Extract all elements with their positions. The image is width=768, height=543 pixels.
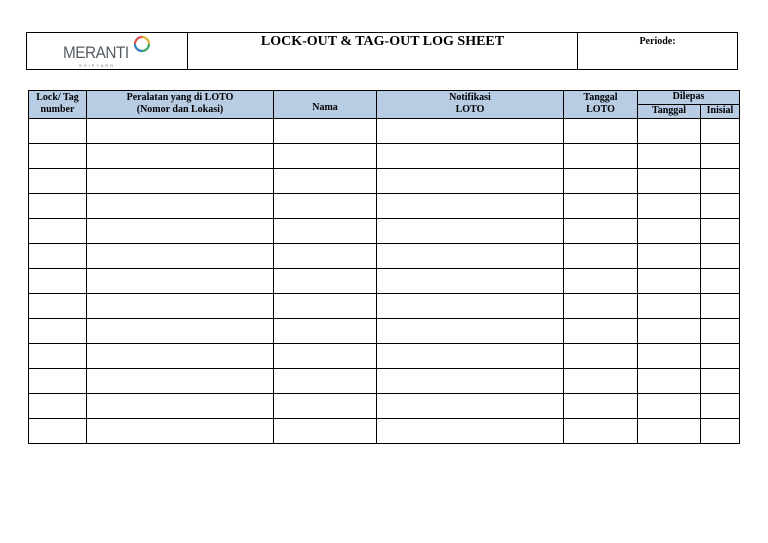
table-cell[interactable] <box>29 269 87 294</box>
header-line: Peralatan yang di LOTO <box>126 92 234 103</box>
table-cell[interactable] <box>29 419 87 444</box>
table-cell[interactable] <box>701 219 740 244</box>
table-cell[interactable] <box>638 119 701 144</box>
table-cell[interactable] <box>29 369 87 394</box>
table-cell[interactable] <box>564 394 638 419</box>
table-cell[interactable] <box>564 144 638 169</box>
table-cell[interactable] <box>377 144 564 169</box>
table-cell[interactable] <box>377 244 564 269</box>
table-cell[interactable] <box>274 269 377 294</box>
table-cell[interactable] <box>87 419 274 444</box>
table-cell[interactable] <box>87 319 274 344</box>
header-line: Lock/ Tag <box>36 92 79 103</box>
column-header-nama <box>274 91 377 119</box>
periode-label: Periode: <box>639 36 676 47</box>
company-logo-subtext: SHIPYARD <box>79 63 116 68</box>
table-cell[interactable] <box>87 294 274 319</box>
table-row <box>29 344 740 369</box>
table-cell[interactable] <box>701 369 740 394</box>
table-cell[interactable] <box>564 319 638 344</box>
header-line: LOTO <box>586 104 615 115</box>
table-cell[interactable] <box>701 344 740 369</box>
table-cell[interactable] <box>701 194 740 219</box>
table-cell[interactable] <box>564 169 638 194</box>
table-cell[interactable] <box>29 144 87 169</box>
table-cell[interactable] <box>377 219 564 244</box>
table-cell[interactable] <box>701 294 740 319</box>
table-cell[interactable] <box>638 144 701 169</box>
table-cell[interactable] <box>638 219 701 244</box>
table-cell[interactable] <box>29 294 87 319</box>
table-row <box>29 119 740 144</box>
column-group-dilepas: Dilepas <box>638 91 740 105</box>
table-cell[interactable] <box>377 319 564 344</box>
table-cell[interactable] <box>564 219 638 244</box>
logo-cell <box>27 33 188 69</box>
table-cell[interactable] <box>274 394 377 419</box>
table-cell[interactable] <box>274 169 377 194</box>
sheet-title: LOCK-OUT & TAG-OUT LOG SHEET <box>188 33 578 69</box>
table-row <box>29 394 740 419</box>
log-table-body <box>29 119 740 444</box>
table-cell[interactable] <box>87 344 274 369</box>
table-cell[interactable] <box>87 369 274 394</box>
header-line: number <box>40 104 75 115</box>
table-cell[interactable] <box>29 244 87 269</box>
table-row <box>29 269 740 294</box>
table-cell[interactable] <box>29 119 87 144</box>
table-cell[interactable] <box>701 269 740 294</box>
header-line: Nama <box>312 101 338 113</box>
table-cell[interactable] <box>377 119 564 144</box>
column-header-notifikasi <box>377 91 564 119</box>
table-cell[interactable] <box>701 419 740 444</box>
table-cell[interactable] <box>274 194 377 219</box>
table-cell[interactable] <box>638 194 701 219</box>
loto-log-table <box>28 90 740 444</box>
column-header-dilepas-tanggal: Tanggal <box>638 105 701 119</box>
table-cell[interactable] <box>638 294 701 319</box>
table-cell[interactable] <box>274 144 377 169</box>
table-cell[interactable] <box>274 319 377 344</box>
logo-ring-icon <box>133 35 151 53</box>
table-cell[interactable] <box>274 244 377 269</box>
table-cell[interactable] <box>274 344 377 369</box>
table-row <box>29 419 740 444</box>
table-cell[interactable] <box>377 194 564 219</box>
table-cell[interactable] <box>564 369 638 394</box>
table-row <box>29 169 740 194</box>
table-cell[interactable] <box>87 244 274 269</box>
table-cell[interactable] <box>638 269 701 294</box>
table-cell[interactable] <box>638 419 701 444</box>
table-cell[interactable] <box>274 294 377 319</box>
table-cell[interactable] <box>29 194 87 219</box>
header-line: Notifikasi <box>449 92 491 103</box>
table-cell[interactable] <box>87 119 274 144</box>
table-cell[interactable] <box>377 344 564 369</box>
table-cell[interactable] <box>377 294 564 319</box>
table-cell[interactable] <box>701 119 740 144</box>
table-cell[interactable] <box>701 394 740 419</box>
header-line: Tanggal <box>583 92 618 103</box>
column-header-dilepas-inisial: Inisial <box>701 105 740 119</box>
table-cell[interactable] <box>87 219 274 244</box>
table-cell[interactable] <box>564 119 638 144</box>
table-cell[interactable] <box>564 294 638 319</box>
table-cell[interactable] <box>638 369 701 394</box>
table-cell[interactable] <box>701 244 740 269</box>
table-cell[interactable] <box>87 269 274 294</box>
table-cell[interactable] <box>377 169 564 194</box>
table-cell[interactable] <box>377 369 564 394</box>
table-row <box>29 144 740 169</box>
column-header-tanggal-loto <box>564 91 638 119</box>
table-cell[interactable] <box>29 344 87 369</box>
company-logo-text: MERANTI <box>63 43 129 62</box>
table-cell[interactable] <box>564 269 638 294</box>
table-cell[interactable] <box>701 144 740 169</box>
table-cell[interactable] <box>564 244 638 269</box>
table-cell[interactable] <box>638 394 701 419</box>
table-cell[interactable] <box>638 169 701 194</box>
table-cell[interactable] <box>564 344 638 369</box>
table-cell[interactable] <box>377 419 564 444</box>
column-header-lock-tag-number <box>29 91 87 119</box>
table-cell[interactable] <box>274 219 377 244</box>
table-cell[interactable] <box>274 119 377 144</box>
table-cell[interactable] <box>87 394 274 419</box>
table-cell[interactable] <box>701 319 740 344</box>
table-cell[interactable] <box>638 319 701 344</box>
table-cell[interactable] <box>87 194 274 219</box>
table-cell[interactable] <box>274 369 377 394</box>
table-cell[interactable] <box>274 419 377 444</box>
table-cell[interactable] <box>29 319 87 344</box>
table-row <box>29 244 740 269</box>
column-header-equipment <box>87 91 274 119</box>
table-cell[interactable] <box>87 169 274 194</box>
table-row <box>29 294 740 319</box>
table-row <box>29 319 740 344</box>
document-header <box>26 32 738 70</box>
header-line: (Nomor dan Lokasi) <box>136 104 224 115</box>
table-row <box>29 219 740 244</box>
table-cell[interactable] <box>638 244 701 269</box>
table-cell[interactable] <box>29 219 87 244</box>
table-cell[interactable] <box>29 169 87 194</box>
table-cell[interactable] <box>29 394 87 419</box>
header-line: LOTO <box>455 104 485 115</box>
table-cell[interactable] <box>87 144 274 169</box>
table-cell[interactable] <box>377 269 564 294</box>
table-cell[interactable] <box>701 169 740 194</box>
table-cell[interactable] <box>564 194 638 219</box>
table-row <box>29 369 740 394</box>
table-cell[interactable] <box>377 394 564 419</box>
table-cell[interactable] <box>564 419 638 444</box>
table-row <box>29 194 740 219</box>
table-cell[interactable] <box>638 344 701 369</box>
